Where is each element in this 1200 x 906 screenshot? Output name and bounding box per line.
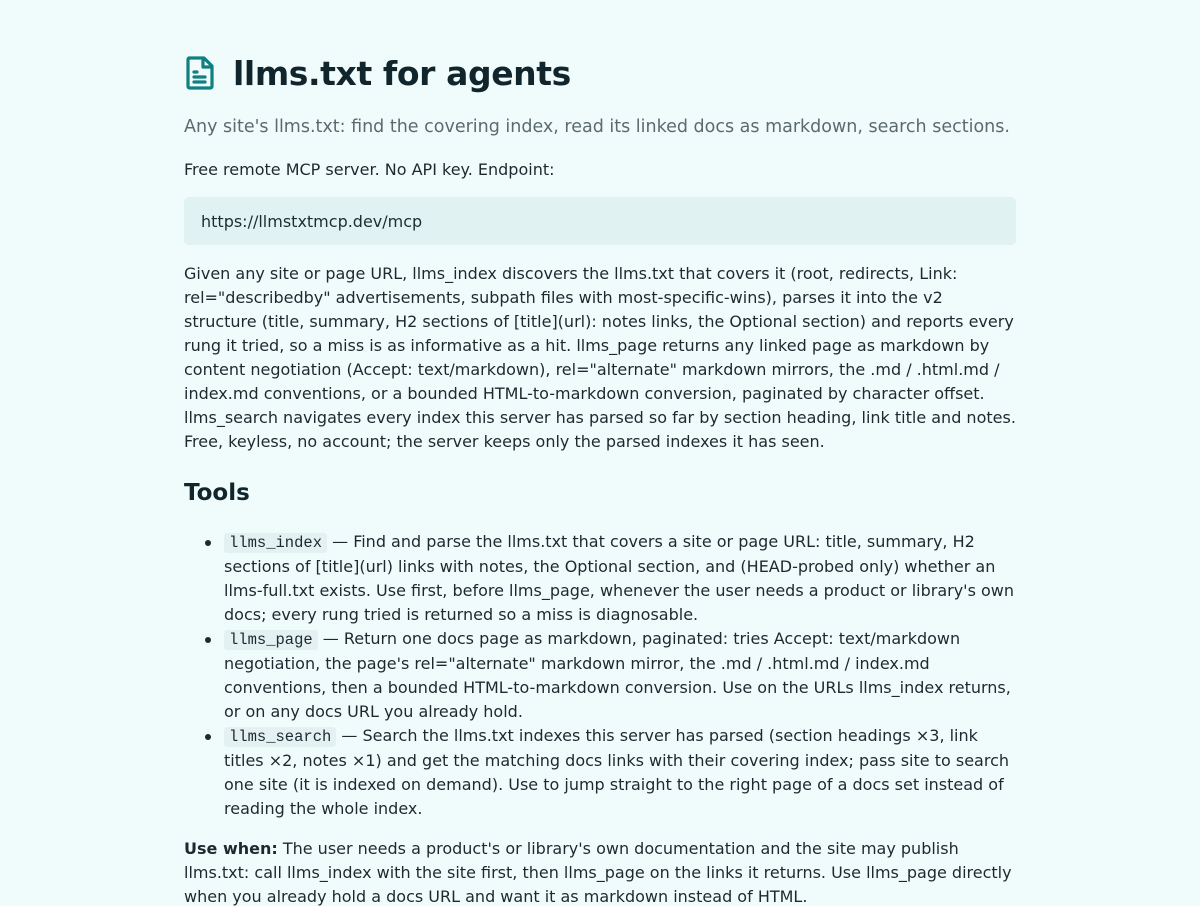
- endpoint-lead: Free remote MCP server. No API key. Endpoint:: [184, 160, 555, 179]
- page-subtitle: Any site's llms.txt: find the covering index, read its linked docs as markdown, search sections.: [184, 117, 1010, 137]
- endpoint-code-block[interactable]: [184, 197, 1016, 245]
- tool-description: — Find and parse the llms.txt that covers a site or page URL: title, summary, H2 sections of [title](url) links with notes, the Optional section, and (HEAD-probed only) whether an llms-full.txt exists. Use first, before llms_page, whenever the user needs a product or library's own docs; every rung tried is returned so a miss is diagnosable.: [224, 532, 1015, 624]
- tool-name: llms_index: [224, 533, 327, 553]
- page-header: [184, 50, 1016, 96]
- use-when-label: Use when:: [184, 839, 278, 858]
- page-title: llms.txt for agents: [233, 53, 571, 93]
- tool-name: llms_search: [224, 727, 336, 747]
- document-icon: [184, 53, 224, 93]
- use-when-paragraph: [184, 837, 1016, 906]
- tools-heading: Tools: [184, 480, 250, 506]
- description-paragraph: Given any site or page URL, llms_index discovers the llms.txt that covers it (root, redirects, Link: rel="describedby" advertisements, subpath files with most-specific-wins), parses it into the v2 structure (title, summary, H2 sections of [title](url): notes links, the Optional section) and reports every rung it tried, so a miss is as informative as a hit. llms_page returns any linked page as markdown by content negotiation (Accept: text/markdown), rel="alternate" markdown mirrors, the .md / .html.md / index.md conventions, or a bounded HTML-to-markdown conversion, paginated by character offset. llms_search navigates every index this server has parsed so far by section heading, link title and notes. Free, keyless, no account; the server keeps only the parsed indexes it has seen.: [184, 264, 1016, 451]
- tool-item-llms-index: [224, 530, 1016, 627]
- tool-item-llms-search: [224, 724, 1016, 821]
- tools-list: [184, 530, 1016, 821]
- page-content: [184, 50, 1016, 906]
- endpoint-url[interactable]: https://llmstxtmcp.dev/mcp: [201, 211, 423, 231]
- tool-description: — Search the llms.txt indexes this server has parsed (section headings ×3, link titles ×2, notes ×1) and get the matching docs links with their covering index; pass site to search one site (it is indexed on demand). Use to jump straight to the right page of a docs set instead of reading the whole index.: [224, 726, 1009, 818]
- tool-item-llms-page: [224, 627, 1016, 724]
- tool-name: llms_page: [224, 630, 318, 650]
- tool-description: — Return one docs page as markdown, paginated: tries Accept: text/markdown negotiation, the page's rel="alternate" markdown mirror, the .md / .html.md / index.md conventions, then a bounded HTML-to-markdown conversion. Use on the URLs llms_index returns, or on any docs URL you already hold.: [224, 629, 1011, 721]
- use-when-text: The user needs a product's or library's own documentation and the site may publish llms.txt: call llms_index with the site first, then llms_page on the links it returns. Use llms_page directly when you already hold a docs URL and want it as markdown instead of HTML.: [184, 839, 1012, 906]
